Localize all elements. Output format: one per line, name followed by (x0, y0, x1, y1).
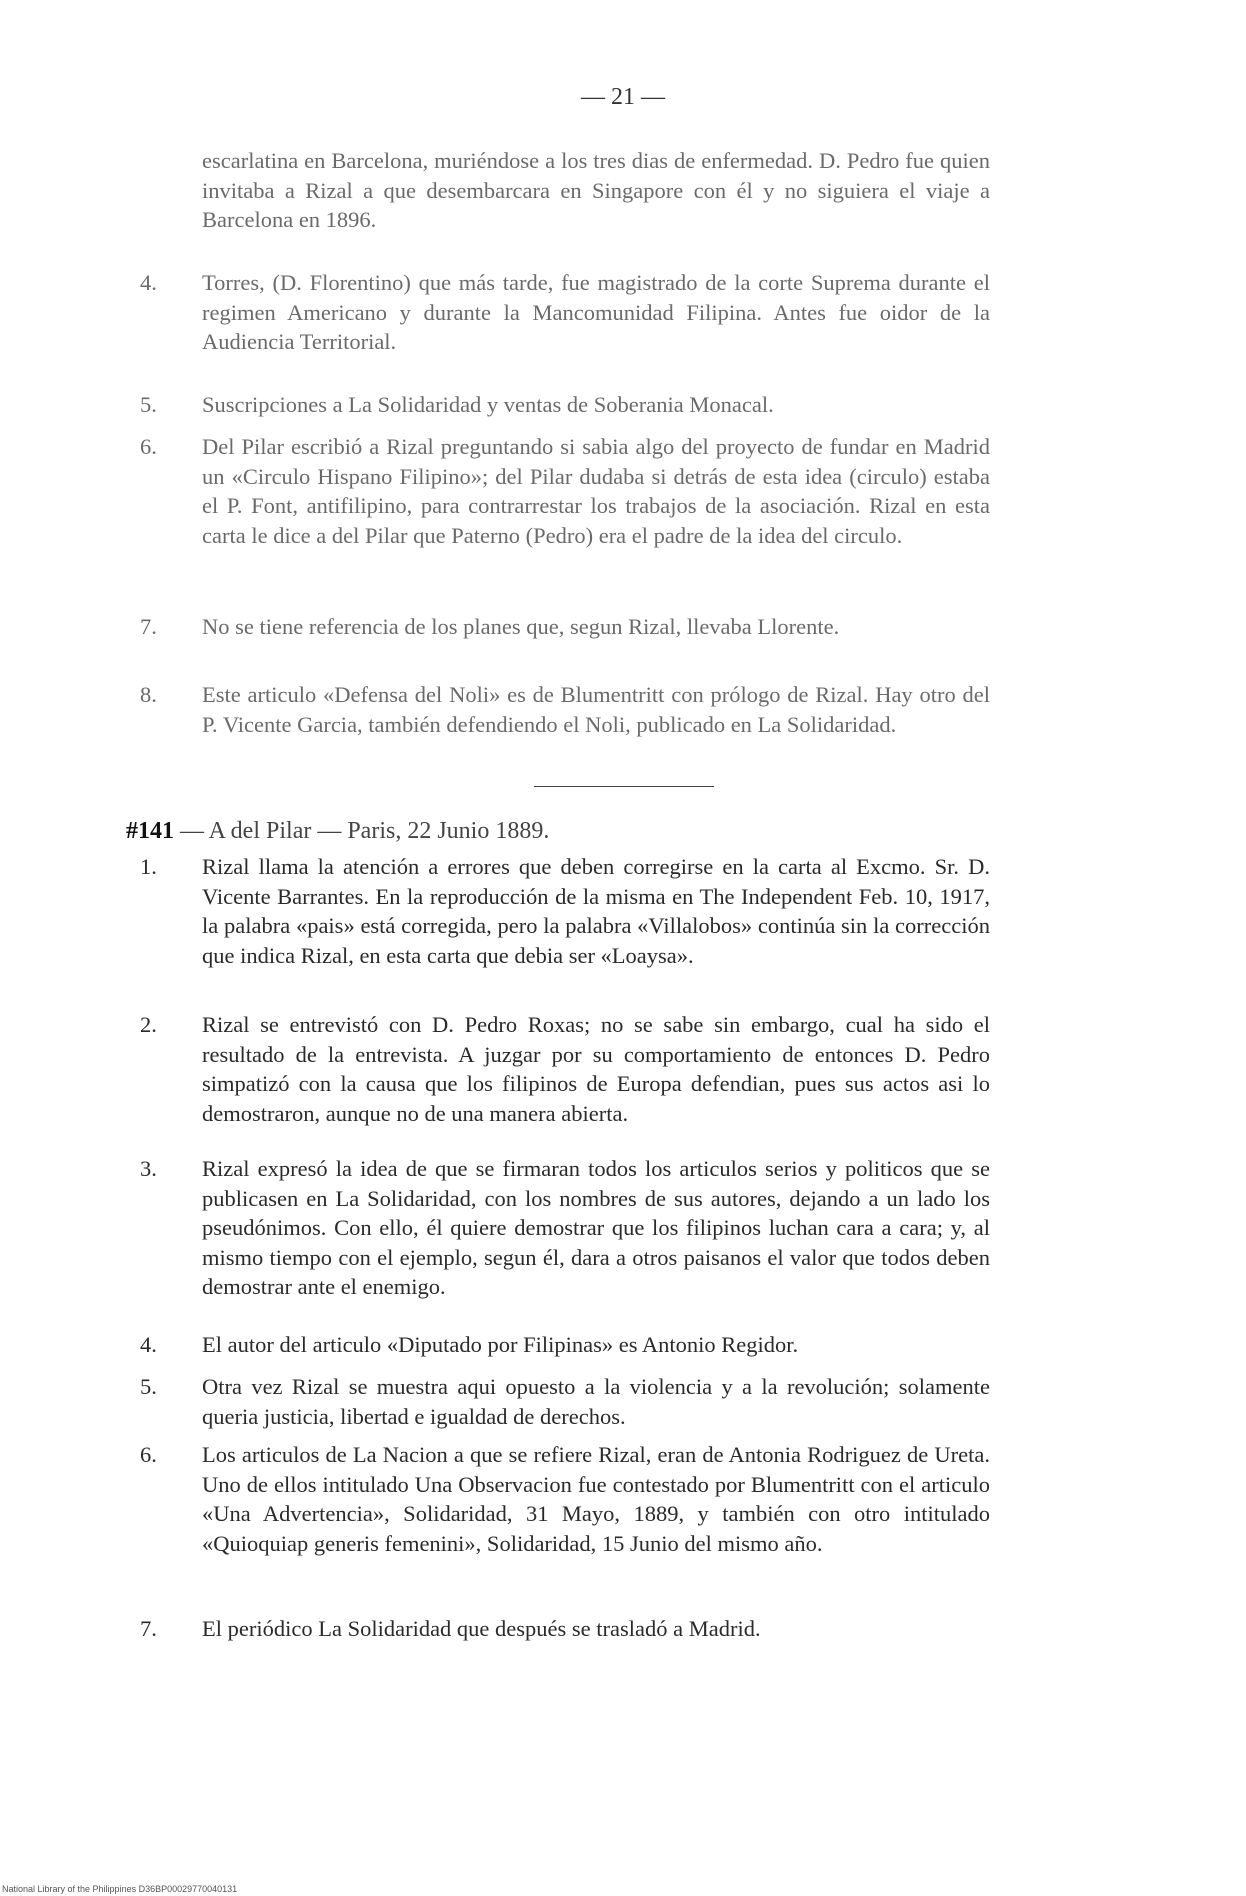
note-text: El periódico La Solidaridad que después se trasladó a Madrid. (202, 1616, 761, 1641)
note-number: 6. (140, 1442, 157, 1467)
note-text: El autor del articulo «Diputado por Filipinas» es Antonio Regidor. (202, 1332, 799, 1357)
note-3-firmaran (140, 1154, 990, 1302)
note-2-roxas (140, 1010, 990, 1128)
letter-title: — A del Pilar — Paris, 22 Junio 1889. (174, 818, 550, 844)
note-text: No se tiene referencia de los planes que, segun Rizal, llevaba Llorente. (202, 614, 840, 639)
note-number: 3. (140, 1156, 157, 1181)
page-number: — 21 — (581, 84, 665, 110)
note-number: 6. (140, 434, 157, 459)
note-1-barrantes (140, 852, 990, 970)
note-text: Los articulos de La Nacion a que se refiere Rizal, eran de Antonia Rodriguez de Ureta. Uno de ellos intitulado Una Observacion fue contestado por Blumentritt con el articulo «Una Advertencia», Solidaridad, 31 Mayo, 1889, y también con otro intitulado «Quioquiap generis femenini», Solidaridad, 15 Junio del mismo año. (202, 1442, 990, 1556)
note-5-violencia (140, 1372, 990, 1431)
note-8-defensa-noli (140, 680, 990, 739)
note-text: escarlatina en Barcelona, muriéndose a los tres dias de enfermedad. D. Pedro fue quien invitaba a Rizal a que desembarcara en Singapore con él y no siguiera el viaje a Barcelona en 1896. (202, 148, 990, 232)
note-text: Otra vez Rizal se muestra aqui opuesto a la violencia y a la revolución; solamente queria justicia, libertad e igualdad de derechos. (202, 1374, 990, 1429)
note-text: Rizal llama la atención a errores que deben corregirse en la carta al Excmo. Sr. D. Vicente Barrantes. En la reproducción de la misma en The Independent Feb. 10, 1917, la palabra «pais» está corregida, pero la palabra «Villalobos» continúa sin la corrección que indica Rizal, en esta carta que debia ser «Loaysa». (202, 854, 990, 968)
note-text: Suscripciones a La Solidaridad y ventas de Soberania Monacal. (202, 392, 774, 417)
note-number: 1. (140, 854, 157, 879)
note-number: 4. (140, 270, 157, 295)
note-6-la-nacion (140, 1440, 990, 1558)
note-number: 5. (140, 392, 157, 417)
note-text: Del Pilar escribió a Rizal preguntando si sabia algo del proyecto de fundar en Madrid un «Circulo Hispano Filipino»; del Pilar dudaba si detrás de esta idea (circulo) estaba el P. Font, antifilipino, para contrarrestar los trabajos de la asociación. Rizal en esta carta le dice a del Pilar que Paterno (Pedro) era el padre de la idea del circulo. (202, 434, 990, 548)
note-number: 5. (140, 1374, 157, 1399)
note-5-suscripciones (140, 390, 990, 420)
note-number: 4. (140, 1332, 157, 1357)
note-number: 8. (140, 682, 157, 707)
note-text: Este articulo «Defensa del Noli» es de Blumentritt con prólogo de Rizal. Hay otro del P. Vicente Garcia, también defendiendo el Noli, publicado en La Solidaridad. (202, 682, 990, 737)
note-text: Torres, (D. Florentino) que más tarde, fue magistrado de la corte Suprema durante el regimen Americano y durante la Mancomunidad Filipina. Antes fue oidor de la Audiencia Territorial. (202, 270, 990, 354)
letter-number: #141 (126, 818, 174, 844)
note-4-regidor (140, 1330, 990, 1360)
note-text: Rizal se entrevistó con D. Pedro Roxas; no se sabe sin embargo, cual ha sido el resultado de la entrevista. A juzgar por su comportamiento de entonces D. Pedro simpatizó con la causa que los filipinos de Europa defendian, pues sus actos asi lo demostraron, aunque no de una manera abierta. (202, 1012, 990, 1126)
letter-heading (126, 818, 549, 845)
note-number: 2. (140, 1012, 157, 1037)
note-number: 7. (140, 1616, 157, 1641)
note-text: Rizal expresó la idea de que se firmaran todos los articulos serios y politicos que se publicasen en La Solidaridad, con los nombres de sus autores, dejando a un lado los pseudónimos. Con ello, él quiere demostrar que los filipinos luchan cara a cara; y, al mismo tiempo con el ejemplo, segun él, dara a otros paisanos el valor que todos deben demostrar ante el enemigo. (202, 1156, 990, 1299)
note-6-del-pilar (140, 432, 990, 550)
note-7-llorente (140, 612, 990, 642)
note-7-periodico (140, 1614, 990, 1644)
section-divider (534, 786, 714, 787)
note-number: 7. (140, 614, 157, 639)
note-4-torres (140, 268, 990, 357)
library-footer: National Library of the Philippines D36BP00029770040131 (2, 1884, 238, 1894)
note-continuation (140, 146, 990, 235)
